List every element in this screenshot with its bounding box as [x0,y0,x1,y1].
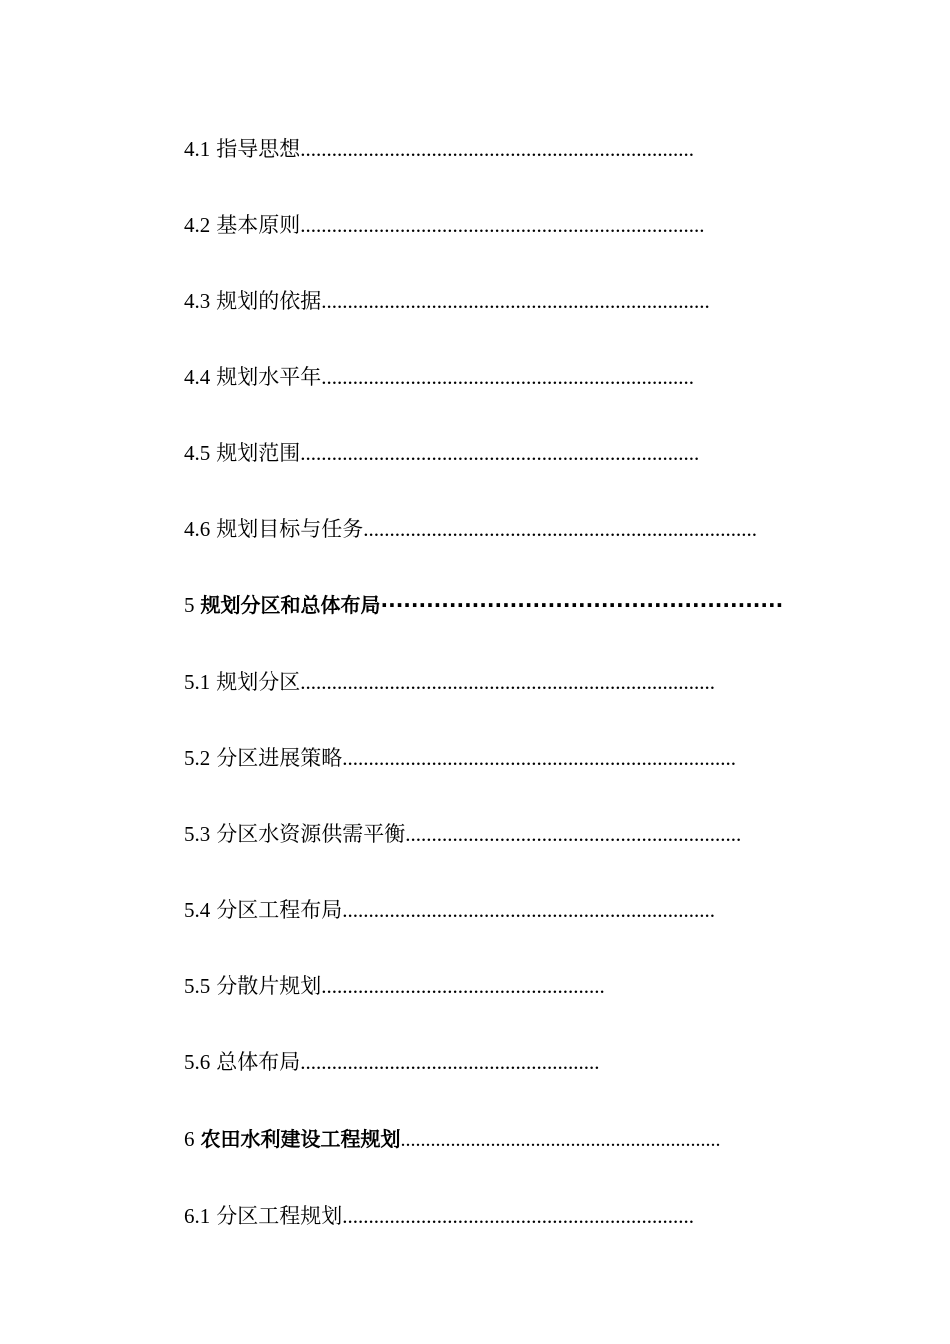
toc-entry-title: 分区工程规划 [216,1204,343,1228]
toc-leader-dots: ........................................................................... [300,137,694,161]
toc-leader-dots: ....................................................................... [321,365,694,389]
toc-entry-4-4[interactable] [184,362,790,392]
toc-entry-number: 5.2 [184,746,211,770]
toc-entry-number: 5.1 [184,670,211,694]
toc-entry-5-1[interactable] [184,667,808,697]
toc-entry-title: 基本原则 [216,213,301,237]
toc-entry-number: 5.5 [184,974,211,998]
toc-entry-number: 4.4 [184,365,211,389]
toc-leader-dots: ........................................................................... [342,746,736,770]
toc-entry-number: 4.1 [184,137,211,161]
toc-leader-dots: ............................................................................ [300,441,700,465]
toc-entry-number: 4.5 [184,441,211,465]
toc-leader-dots: ........................................................................... [363,517,757,541]
toc-entry-number: 4.2 [184,213,211,237]
toc-entry-title: 分区水资源供需平衡 [216,822,406,846]
toc-entry-5-5[interactable] [184,971,676,1001]
toc-entry-5-4[interactable] [184,895,808,925]
toc-leader-dots: ............................................................................... [300,670,715,694]
toc-entry-title: 农田水利建设工程规划 [200,1127,401,1151]
toc-entry-title: 分区工程布局 [216,898,343,922]
toc-entry-4-2[interactable] [184,210,796,240]
toc-leader-dots: ...................................................... [321,974,605,998]
toc-leader-dots: ................................................................ [400,1129,721,1151]
toc-entry-number: 4.3 [184,289,211,313]
toc-leader-dots: ............................................................................. [300,213,705,237]
toc-entry-title: 规划范围 [216,441,301,465]
toc-leader-dots: ................................................................... [342,1204,694,1228]
toc-leader-dots: ......................................................... [300,1050,600,1074]
toc-entry-title: 总体布局 [216,1050,301,1074]
toc-leader-dots: ····················································· [380,593,784,617]
toc-entry-title: 规划目标与任务 [216,517,364,541]
toc-entry-title: 指导思想 [216,137,301,161]
toc-entry-title: 规划的依据 [216,289,322,313]
toc-entry-number: 5.3 [184,822,211,846]
toc-entry-title: 分区进展策略 [216,746,343,770]
toc-entry-4-1[interactable] [184,134,784,164]
toc-entry-5-2[interactable] [184,743,832,773]
toc-entry-title: 分散片规划 [216,974,322,998]
toc-entry-6-1[interactable] [184,1201,772,1231]
toc-entry-title: 规划分区 [216,670,301,694]
toc-entry-number: 5.4 [184,898,211,922]
toc-entry-chapter-5[interactable] [184,590,826,620]
toc-entry-title: 规划分区和总体布局 [200,593,381,617]
toc-entry-5-3[interactable] [184,819,838,849]
toc-entry-4-6[interactable] [184,514,850,544]
toc-leader-dots: .......................................................................... [321,289,710,313]
toc-entry-title: 规划水平年 [216,365,322,389]
toc-entry-number: 6 [184,1127,195,1151]
toc-entry-4-3[interactable] [184,286,808,316]
toc-entry-number: 6.1 [184,1204,211,1228]
toc-entry-chapter-6[interactable] [184,1124,838,1154]
toc-entry-5-6[interactable] [184,1047,670,1077]
toc-entry-number: 5 [184,593,195,617]
toc-entry-number: 5.6 [184,1050,211,1074]
toc-entry-number: 4.6 [184,517,211,541]
toc-leader-dots: ................................................................ [405,822,742,846]
toc-entry-4-5[interactable] [184,438,790,468]
toc-leader-dots: ....................................................................... [342,898,715,922]
